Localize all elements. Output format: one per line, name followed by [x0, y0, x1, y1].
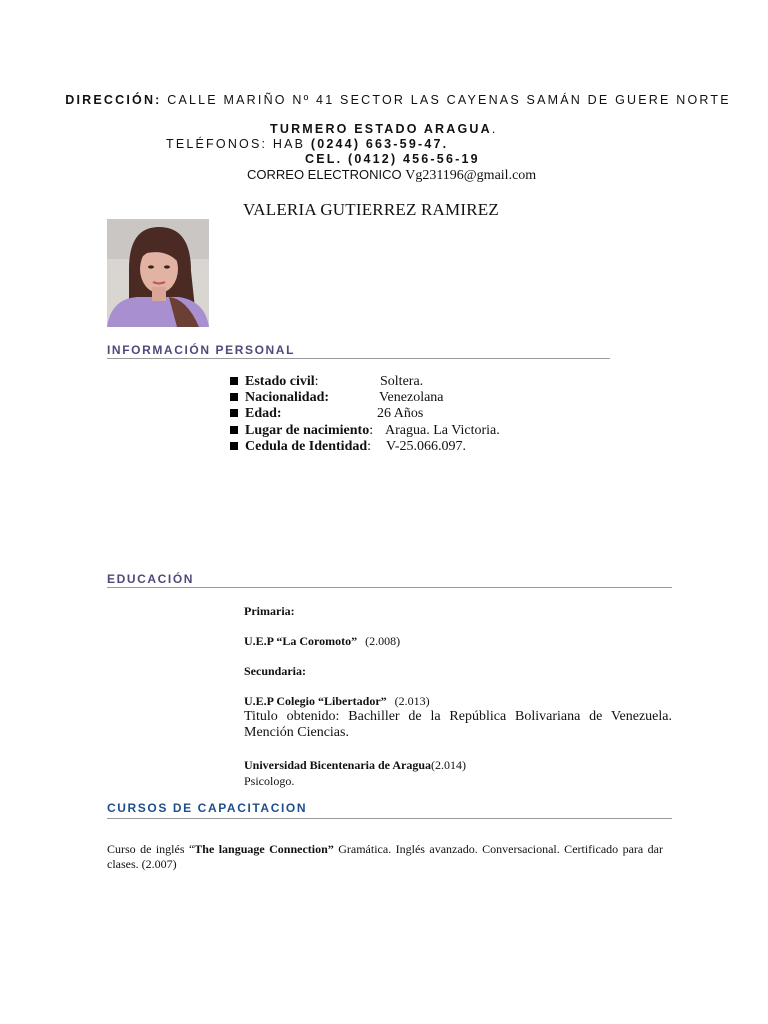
address-label: DIRECCIÓN:: [65, 93, 162, 107]
personal-label: Nacionalidad:: [245, 390, 330, 405]
section-title-education: EDUCACIÓN: [107, 572, 195, 586]
section-title-personal: INFORMACIÓN PERSONAL: [107, 343, 295, 357]
address-city-end: .: [491, 122, 498, 136]
secundaria-school: U.E.P Colegio “Libertador”: [244, 694, 387, 708]
titulo-obtenido: Titulo obtenido: Bachiller de la República Bolivariana de Venezuela.: [244, 709, 672, 724]
address-text: CALLE MARIÑO Nº 41 SECTOR LAS CAYENAS SAMÁN DE GUERE NORTE: [167, 93, 731, 107]
bullet-square-icon: [230, 426, 238, 434]
course-entry: [107, 842, 663, 872]
section-rule-courses: [107, 818, 672, 819]
address-city: TURMERO ESTADO ARAGUA: [270, 122, 492, 136]
primaria-label: Primaria:: [244, 604, 295, 618]
personal-value: 26 Años: [377, 406, 424, 421]
cell-number: (0412) 456-56-19: [347, 152, 480, 166]
personal-value: Venezolana: [379, 390, 444, 405]
bullet-square-icon: [230, 442, 238, 450]
section-rule-personal: [107, 358, 610, 359]
course-name: The language Connection”: [194, 842, 334, 856]
email-label: CORREO ELECTRONICO: [247, 167, 402, 182]
address-line: [0, 92, 768, 108]
personal-label: Lugar de nacimiento: [245, 423, 370, 438]
course-prefix: Curso de inglés “: [107, 842, 195, 856]
phones-label: TELÉFONOS: HAB: [166, 137, 306, 151]
secundaria-entry: [244, 694, 430, 709]
full-name: VALERIA GUTIERREZ RAMIREZ: [243, 200, 499, 219]
phones-line: [166, 137, 448, 151]
personal-label: Estado civil: [245, 374, 315, 389]
bullet-square-icon: [230, 409, 238, 417]
university-name: Universidad Bicentenaria de Aragua: [244, 758, 432, 772]
personal-label: Edad:: [245, 406, 282, 421]
career: Psicologo.: [244, 774, 295, 788]
home-phone: (0244) 663-59-47.: [310, 137, 449, 151]
university-entry: [244, 758, 466, 773]
secundaria-year: (2.013): [394, 694, 430, 708]
portrait-photo-icon: [107, 219, 209, 327]
address-city-line: [270, 122, 498, 136]
university-year: (2.014): [431, 758, 467, 772]
personal-label: Cedula de Identidad: [245, 439, 368, 454]
secundaria-label: Secundaria:: [244, 664, 307, 678]
bullet-square-icon: [230, 377, 238, 385]
section-title-courses: CURSOS DE CAPACITACION: [107, 801, 308, 815]
mencion: Mención Ciencias.: [244, 725, 349, 740]
primaria-school: U.E.P “La Coromoto”: [244, 634, 358, 648]
primaria-year: (2.008): [365, 634, 401, 648]
email-address[interactable]: Vg231196@gmail.com: [405, 168, 537, 183]
cell-line: [305, 152, 480, 166]
primaria-entry: [244, 634, 400, 649]
personal-value: V-25.066.097.: [386, 439, 466, 454]
email-line: [247, 167, 536, 184]
cell-label: CEL.: [305, 152, 343, 166]
bullet-square-icon: [230, 393, 238, 401]
section-rule-education: [107, 587, 672, 588]
personal-value: Aragua. La Victoria.: [385, 423, 500, 438]
course-description: Gramática. Inglés avanzado. Conversacional. Certificado para dar clases. (2.007): [107, 842, 663, 871]
personal-value: Soltera.: [380, 374, 424, 389]
